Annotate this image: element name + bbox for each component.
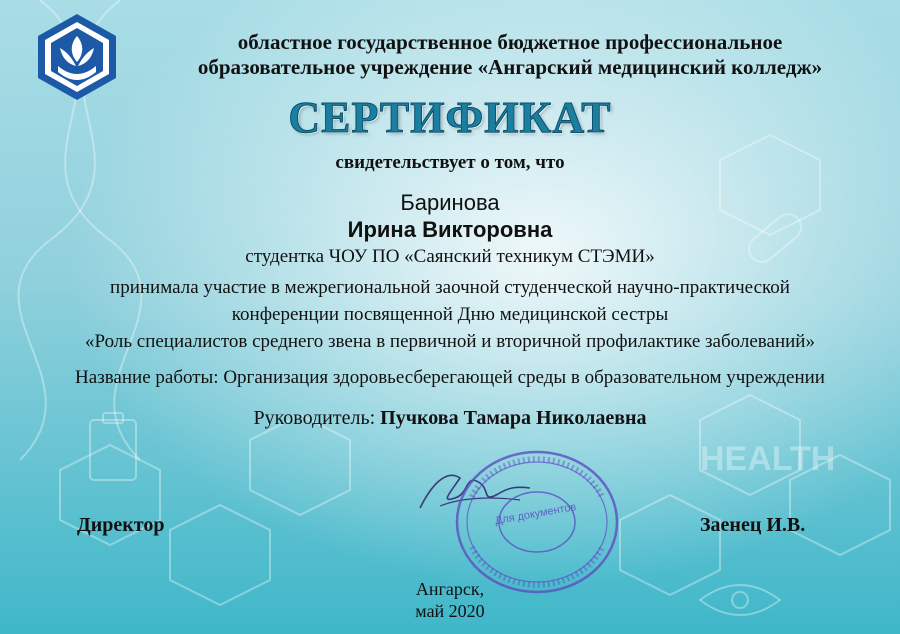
recipient-surname: Баринова xyxy=(400,190,500,215)
recipient-given-name: Ирина Викторовна xyxy=(347,217,553,242)
participation-line-2: конференции посвященной Дню медицинской сестры xyxy=(231,304,669,325)
issue-date: май 2020 xyxy=(415,601,485,621)
certificate-title: СЕРТИФИКАТ xyxy=(288,93,612,142)
official-stamp xyxy=(452,447,622,597)
recipient-status: студентка ЧОУ ПО «Саянский техникум СТЭМИ» xyxy=(245,246,655,267)
organization-line-2: образовательное учреждение «Ангарский медицинский колледж» xyxy=(197,55,823,79)
participation-line-3: «Роль специалистов среднего звена в первичной и вторичной профилактике заболеваний» xyxy=(85,331,815,352)
work-title-line: Название работы: Организация здоровьесберегающей среды в образовательном учреждении xyxy=(75,367,825,388)
participation-line-1: принимала участие в межрегиональной заочной студенческой научно-практической xyxy=(110,277,790,298)
signatory-name: Заенец И.В. xyxy=(700,514,806,536)
background-health-word: HEALTH xyxy=(700,440,836,478)
signatory-role: Директор xyxy=(77,514,165,536)
supervisor-line xyxy=(0,407,900,430)
attests-text: свидетельствует о том, что xyxy=(335,152,565,173)
organization-line-1: областное государственное бюджетное профессиональное xyxy=(237,30,783,54)
stamp-text: Для документов xyxy=(494,501,578,528)
college-emblem-icon xyxy=(32,12,122,102)
supervisor-name: Пучкова Тамара Николаевна xyxy=(380,407,647,429)
issue-city: Ангарск, xyxy=(415,579,485,599)
supervisor-label: Руководитель: xyxy=(253,407,381,429)
